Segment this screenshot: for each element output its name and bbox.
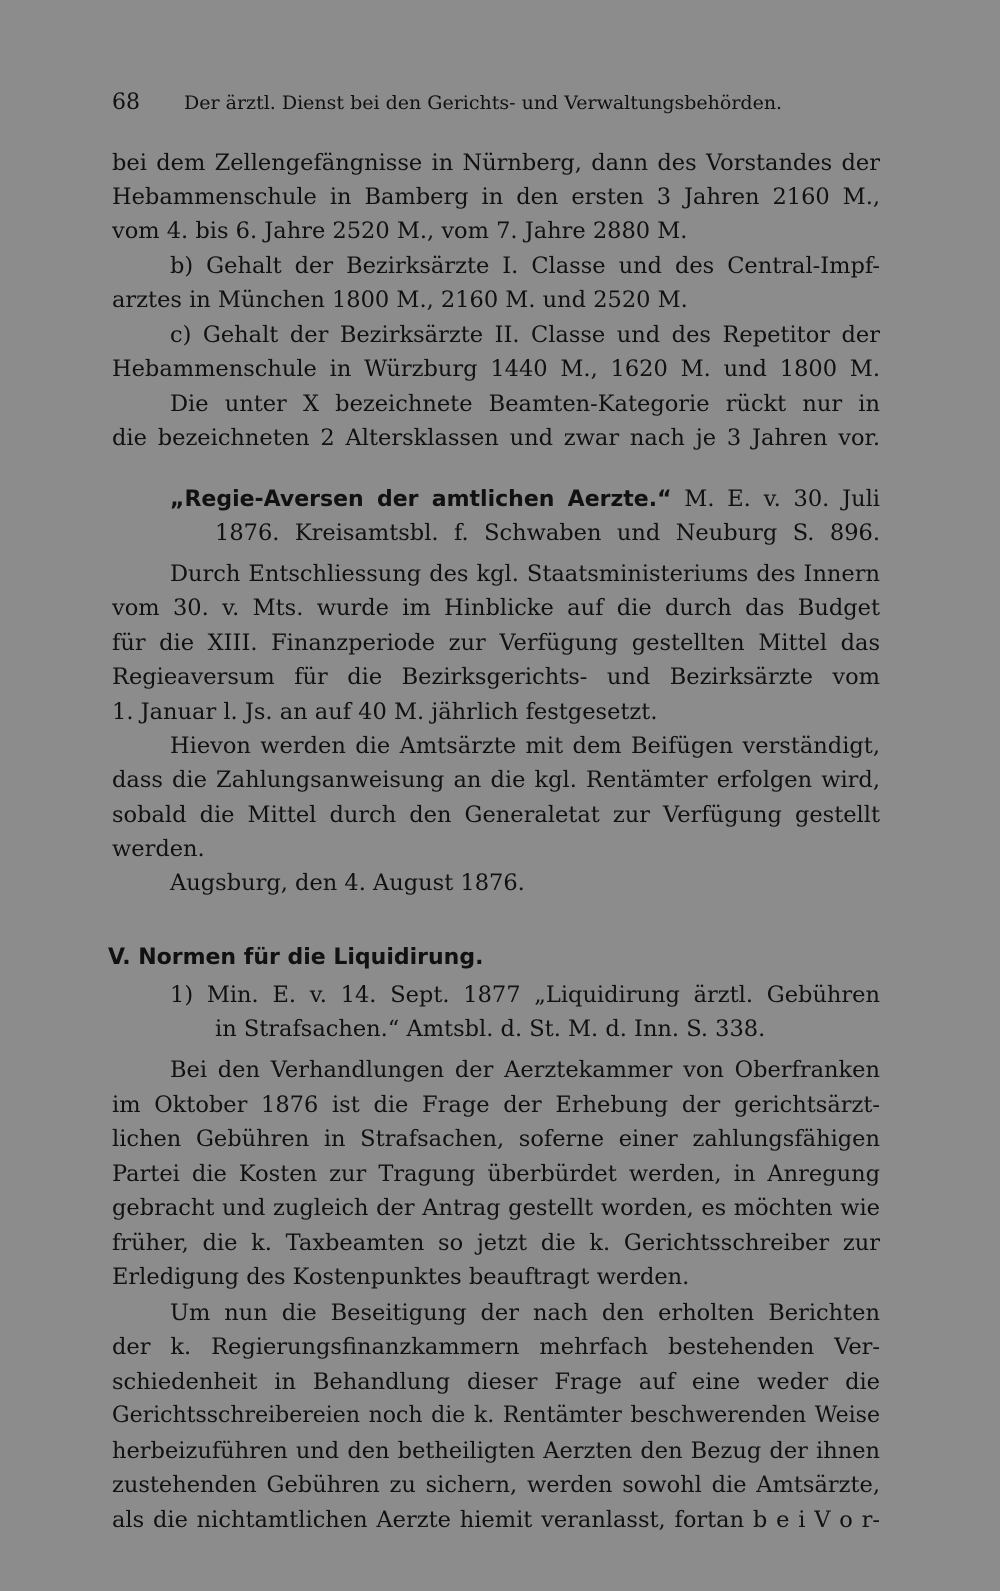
text-line: zustehenden Gebühren zu sichern, werden sowohl die Amtsärzte, <box>112 1472 880 1498</box>
text-line: früher, die k. Taxbeamten so jetzt die k. Gerichtsschreiber zur <box>112 1230 880 1256</box>
regie-title-line2: 1876. Kreisamtsbl. f. Schwaben und Neuburg S. 896. <box>215 520 880 546</box>
text-line: Durch Entschliessung des kgl. Staatsministeriums des Innern <box>170 561 880 587</box>
text-line: bei dem Zellengefängnisse in Nürnberg, dann des Vorstandes der <box>112 150 880 176</box>
text-line: Gerichtsschreibereien noch die k. Rentämter beschwerenden Weise <box>112 1403 880 1428</box>
regie-title <box>170 484 880 515</box>
text-line: die bezeichneten 2 Altersklassen und zwar nach je 3 Jahren vor. <box>112 425 880 451</box>
closing-line: Augsburg, den 4. August 1876. <box>170 870 525 896</box>
regie-title-bold: „Regie-Aversen der amtlichen Aerzte.“ <box>170 487 672 512</box>
text-line: Hebammenschule in Bamberg in den ersten 3 Jahren 2160 M., <box>112 184 880 210</box>
text-line: b) Gehalt der Bezirksärzte I. Classe und des Central-Impf- <box>170 253 880 279</box>
text-line: Bei den Verhandlungen der Aerztekammer von Oberfranken <box>170 1057 880 1083</box>
text-line: c) Gehalt der Bezirksärzte II. Classe und des Repetitor der <box>170 322 880 348</box>
page-number: 68 <box>112 90 140 115</box>
text-line: schiedenheit in Behandlung dieser Frage auf eine weder die <box>112 1369 880 1395</box>
text-line: vom 30. v. Mts. wurde im Hinblicke auf die durch das Budget <box>112 595 880 621</box>
text-line: Die unter X bezeichnete Beamten-Kategorie rückt nur in <box>170 391 880 417</box>
regie-title-ref: M. E. v. 30. Juli <box>671 486 880 512</box>
text-line: für die XIII. Finanzperiode zur Verfügung gestellten Mittel das <box>112 630 880 656</box>
text-line: als die nichtamtlichen Aerzte hiemit veranlasst, fortan b e i V o r- <box>112 1507 880 1533</box>
text-line: herbeizuführen und den betheiligten Aerzten den Bezug der ihnen <box>112 1438 880 1464</box>
text-line: gebracht und zugleich der Antrag gestellt worden, es möchten wie <box>112 1195 880 1221</box>
text-line: Hievon werden die Amtsärzte mit dem Beifügen verständigt, <box>170 733 880 759</box>
running-header <box>112 90 882 115</box>
text-line: Regieaversum für die Bezirksgerichts- und Bezirksärzte vom <box>112 664 880 690</box>
text-line: im Oktober 1876 ist die Frage der Erhebung der gerichtsärzt- <box>112 1092 880 1118</box>
item-title: 1) Min. E. v. 14. Sept. 1877 „Liquidirung ärztl. Gebühren <box>170 982 880 1008</box>
text-line: sobald die Mittel durch den Generaletat zur Verfügung gestellt <box>112 802 880 828</box>
section-heading: V. Normen für die Liquidirung. <box>108 945 484 970</box>
item-title-line2: in Strafsachen.“ Amtsbl. d. St. M. d. Inn. S. 338. <box>215 1016 766 1042</box>
text-line: 1. Januar l. Js. an auf 40 M. jährlich festgesetzt. <box>112 699 658 725</box>
text-line: dass die Zahlungsanweisung an die kgl. Rentämter erfolgen wird, <box>112 767 880 793</box>
text-line: Partei die Kosten zur Tragung überbürdet werden, in Anregung <box>112 1161 880 1187</box>
running-title: Der ärztl. Dienst bei den Gerichts- und Verwaltungsbehörden. <box>184 92 783 114</box>
text-line: lichen Gebühren in Strafsachen, soferne einer zahlungsfähigen <box>112 1126 880 1152</box>
text-line: vom 4. bis 6. Jahre 2520 M., vom 7. Jahre 2880 M. <box>112 218 688 244</box>
text-line: Hebammenschule in Würzburg 1440 M., 1620 M. und 1800 M. <box>112 356 880 382</box>
text-line: Erledigung des Kostenpunktes beauftragt werden. <box>112 1264 690 1290</box>
text-line: Um nun die Beseitigung der nach den erholten Berichten <box>170 1300 880 1326</box>
text-line: arztes in München 1800 M., 2160 M. und 2520 M. <box>112 287 688 313</box>
text-line: werden. <box>112 836 205 862</box>
text-line: der k. Regierungsfinanzkammern mehrfach bestehenden Ver- <box>112 1334 880 1360</box>
